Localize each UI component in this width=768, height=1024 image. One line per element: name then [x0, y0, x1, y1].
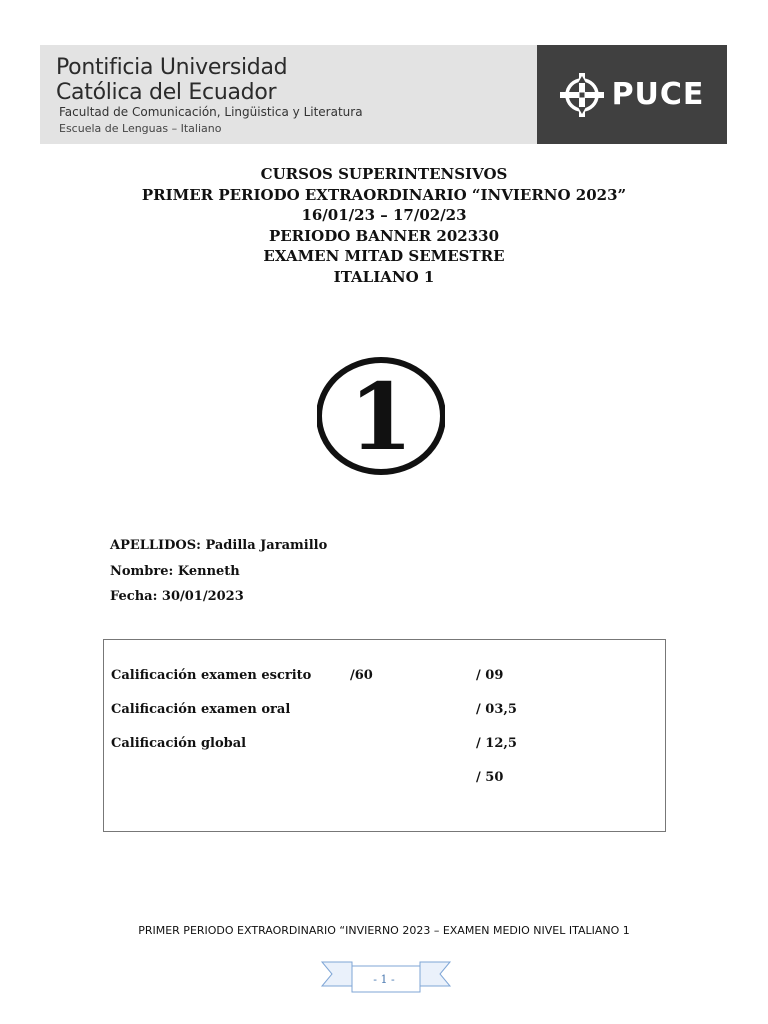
- grades-box: [103, 639, 666, 832]
- grade-label: Calificación examen oral: [111, 702, 291, 717]
- exam-title: [0, 164, 768, 287]
- student-name: Nombre: Kenneth: [110, 564, 240, 579]
- logo-text: PUCE: [611, 77, 705, 112]
- title-line-1: CURSOS SUPERINTENSIVOS: [260, 165, 508, 183]
- title-line-5: EXAMEN MITAD SEMESTRE: [263, 247, 505, 265]
- grade-label: Calificación examen escrito: [111, 668, 312, 683]
- grade-score: / 50: [476, 770, 504, 785]
- puce-logo: [537, 45, 727, 144]
- title-line-2: PRIMER PERIODO EXTRAORDINARIO “INVIERNO 2023”: [141, 185, 627, 204]
- grade-label: Calificación global: [111, 736, 247, 751]
- faculty-name: Facultad de Comunicación, Lingüistica y Literatura: [59, 105, 363, 119]
- grade-row-global: [111, 736, 651, 754]
- title-line-3: 16/01/23 – 17/02/23: [301, 206, 467, 224]
- page-footer: PRIMER PERIODO EXTRAORDINARIO “INVIERNO 2023 – EXAMEN MEDIO NIVEL ITALIANO 1: [138, 924, 630, 937]
- grade-row-total: [111, 770, 651, 788]
- grade-score: / 09: [476, 668, 504, 683]
- university-name-line1: Pontificia Universidad: [56, 55, 288, 80]
- school-name: Escuela de Lenguas – Italiano: [59, 122, 222, 135]
- grade-row-oral: [111, 702, 651, 720]
- grade-max: /60: [350, 668, 373, 683]
- compass-cross-icon: [560, 73, 604, 117]
- page-number: - 1 -: [373, 973, 395, 986]
- title-line-4: PERIODO BANNER 202330: [268, 226, 500, 245]
- university-name-line2: Católica del Ecuador: [56, 80, 277, 105]
- student-surname: APELLIDOS: Padilla Jaramillo: [110, 538, 328, 553]
- exam-date: Fecha: 30/01/2023: [110, 589, 244, 604]
- university-name: [56, 55, 287, 105]
- title-line-6: ITALIANO 1: [333, 267, 435, 286]
- exam-number-badge: [317, 357, 445, 475]
- grade-score: / 03,5: [476, 702, 517, 717]
- grade-row-written: [111, 668, 651, 686]
- exam-number: 1: [348, 363, 414, 471]
- grade-score: / 12,5: [476, 736, 517, 751]
